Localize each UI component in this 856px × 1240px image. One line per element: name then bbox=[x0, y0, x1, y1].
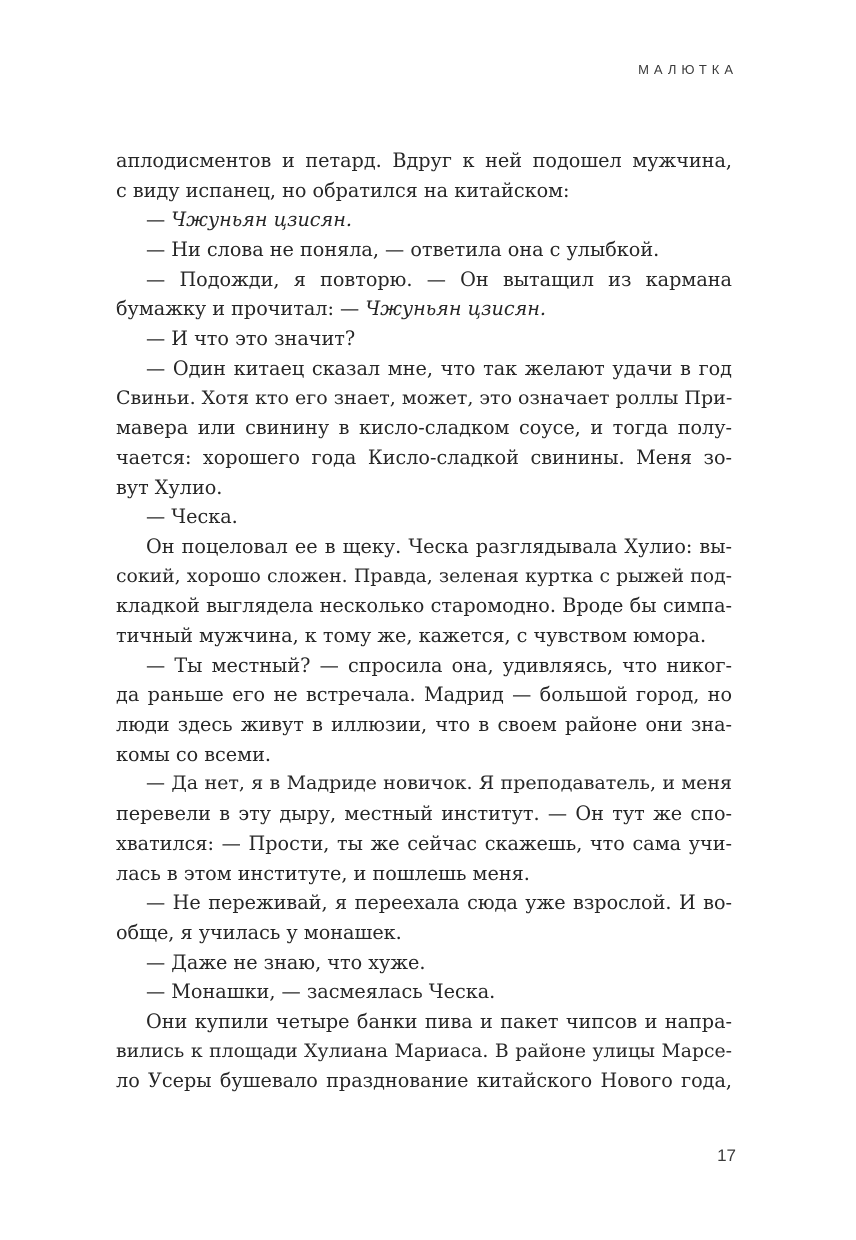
text-line: — Ческа. bbox=[146, 505, 238, 529]
text-line: комы со всеми. bbox=[116, 742, 271, 766]
body-text bbox=[116, 146, 732, 1096]
text-line: вут Хулио. bbox=[116, 475, 223, 499]
italic-phrase: Чжуньян цзисян. bbox=[171, 208, 352, 232]
text-line: тичный мужчина, к тому же, кажется, с чувством юмора. bbox=[116, 624, 707, 647]
text-line: аплодисментов и петард. Вдруг к ней подошел мужчина, bbox=[116, 149, 732, 172]
text-line: мавера или свинину в кисло-сладком соусе, и тогда полу- bbox=[116, 416, 732, 440]
text-line: обще, я училась у монашек. bbox=[116, 920, 402, 944]
text-line bbox=[116, 294, 732, 324]
text-line: — Даже не знаю, что хуже. bbox=[146, 950, 426, 974]
text-line: — Подожди, я повторю. — Он вытащил из кармана bbox=[146, 267, 732, 291]
text-line: чается: хорошего года Кисло-сладкой свинины. Меня зо- bbox=[116, 445, 732, 469]
text-line: Он поцеловал ее в щеку. Ческа разглядывала Хулио: вы- bbox=[146, 534, 732, 558]
dialogue-dash: — bbox=[146, 208, 172, 232]
text-line: Свиньи. Хотя кто его знает, может, это означает роллы При- bbox=[116, 386, 733, 409]
text-line: — Не переживай, я переехала сюда уже взрослой. И во- bbox=[146, 891, 732, 915]
text-line bbox=[116, 205, 732, 235]
text-line: кладкой выглядела несколько старомодно. Вроде бы симпа- bbox=[116, 594, 732, 618]
text-line: Они купили четыре банки пива и пакет чипсов и напра- bbox=[146, 1009, 732, 1033]
text-line: перевели в эту дыру, местный институт. — Он тут же спо- bbox=[116, 802, 732, 826]
text-line: хватился: — Прости, ты же сейчас скажешь, что сама учи- bbox=[116, 831, 732, 855]
text-line: сокий, хорошо сложен. Правда, зеленая куртка с рыжей под- bbox=[116, 565, 732, 587]
text-line: люди здесь живут в иллюзии, что в своем районе они зна- bbox=[116, 713, 732, 737]
text-line: — Ты местный? — спросила она, удивляясь, что никог- bbox=[146, 653, 732, 677]
text-line: — Монашки, — засмеялась Ческа. bbox=[146, 980, 496, 1004]
text-line: — Ни слова не поняла, — ответила она с улыбкой. bbox=[146, 238, 660, 262]
text-line: — Один китаец сказал мне, что так желают удачи в год bbox=[146, 356, 732, 380]
text-line: вились к площади Хулиана Мариаса. В районе улицы Марсе- bbox=[116, 1040, 732, 1062]
italic-phrase: Чжуньян цзисян. bbox=[365, 297, 547, 321]
running-head: МАЛЮТКА bbox=[638, 62, 738, 77]
page-number: 17 bbox=[717, 1146, 736, 1165]
text-segment: бумажку и прочитал: — bbox=[116, 297, 366, 321]
text-line: — Да нет, я в Мадриде новичок. Я преподаватель, и меня bbox=[146, 772, 732, 795]
text-line: — И что это значит? bbox=[146, 327, 356, 351]
text-line: да раньше его не встречала. Мадрид — большой город, но bbox=[116, 683, 732, 707]
text-line: ло Усеры бушевало празднование китайского Нового года, bbox=[116, 1069, 732, 1093]
text-line: лась в этом институте, и пошлешь меня. bbox=[116, 861, 530, 885]
text-line: с виду испанец, но обратился на китайском: bbox=[116, 178, 570, 202]
